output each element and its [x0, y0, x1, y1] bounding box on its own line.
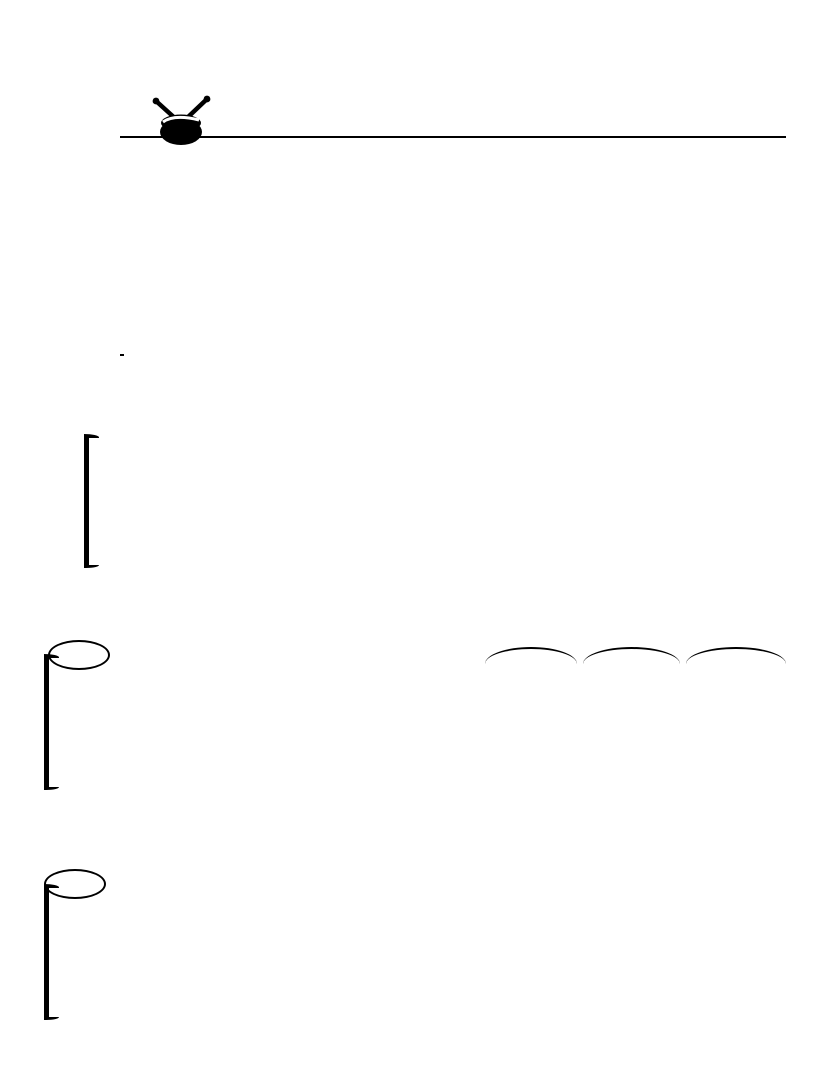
- drum-staff-3: [0, 930, 822, 1070]
- meter-numerator: [120, 354, 124, 356]
- drum-staff-1: [0, 470, 822, 610]
- key-signature: [113, 327, 124, 356]
- drum-staff-2: [0, 690, 822, 830]
- slur-arc: [485, 647, 577, 664]
- drum-icon: [144, 92, 218, 159]
- meter-fraction: [120, 354, 124, 356]
- header-rule: [120, 136, 786, 138]
- slur-arc: [686, 647, 786, 664]
- slur-arc: [583, 647, 680, 664]
